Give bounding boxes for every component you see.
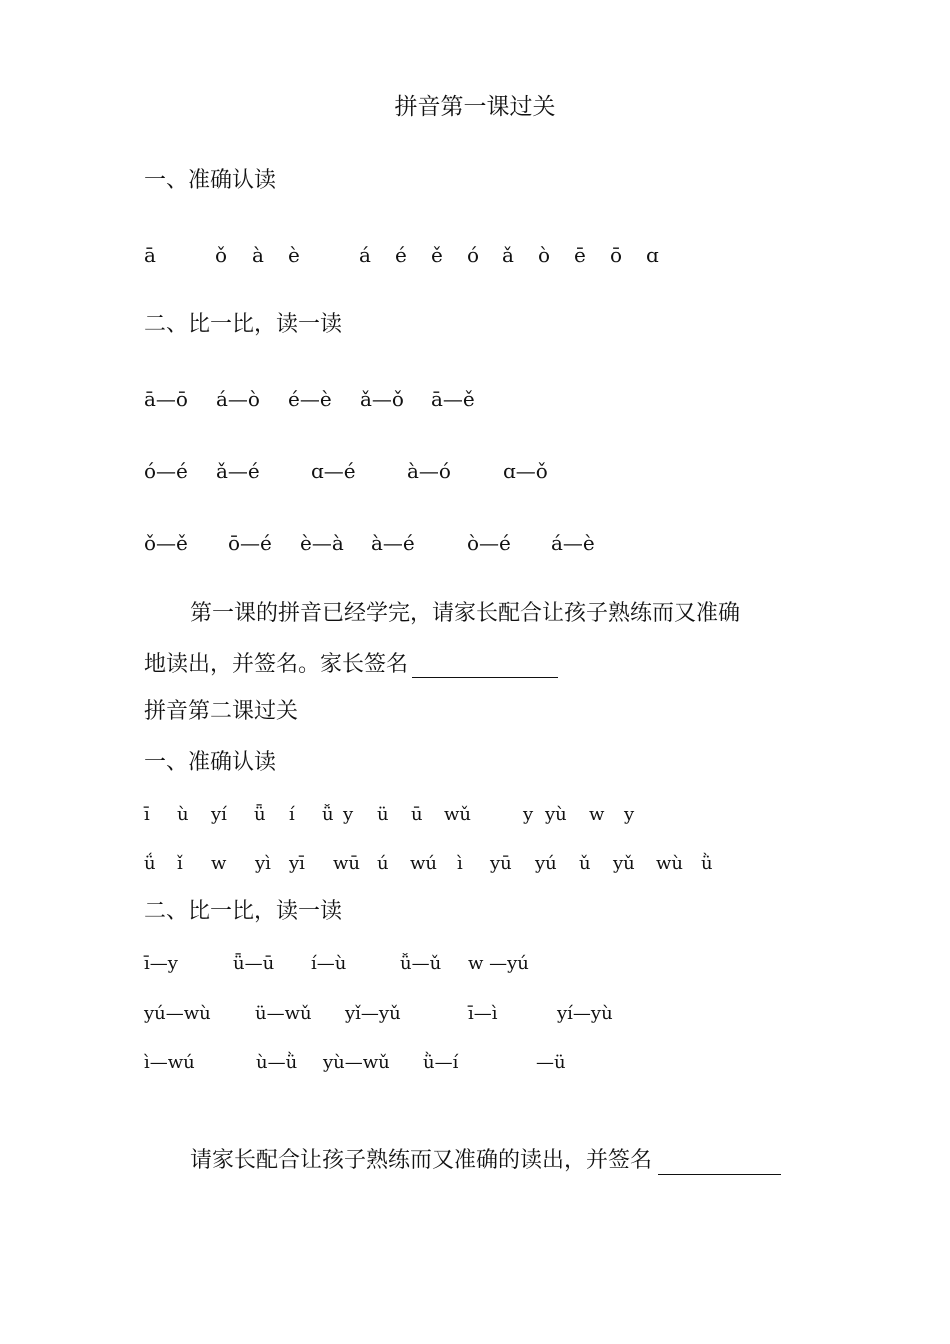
syllable: y [343, 804, 354, 825]
compare-pair: á—è [551, 531, 595, 555]
compare-pair: ǖ—ū [233, 953, 275, 974]
syllable: ú [377, 853, 389, 874]
syllable: yì [255, 853, 271, 874]
compare-pair: yú—wù [144, 1003, 211, 1024]
compare-pair: ò—é [467, 531, 511, 555]
syllable: á [359, 243, 371, 267]
lesson1-note-line1: 第一课的拼音已经学完，请家长配合让孩子熟练而又准确 [190, 601, 741, 626]
compare-pair: ü—wǔ [255, 1003, 312, 1024]
compare-pair: ǒ—ě [144, 531, 188, 555]
syllable: yū [490, 853, 512, 874]
syllable: yī [289, 853, 305, 874]
compare-pair: á—ò [216, 387, 260, 411]
syllable: è [288, 243, 300, 267]
compare-pair: ǎ—ǒ [360, 387, 404, 411]
compare-pair: ǜ—í [423, 1052, 459, 1073]
lesson1-section2-heading: 二、比一比，读一读 [144, 312, 343, 337]
syllable: ā [144, 243, 156, 267]
lesson2-section2-heading: 二、比一比，读一读 [144, 899, 343, 924]
lesson1-note-line2: 地读出，并签名。家长签名 [144, 652, 409, 677]
syllable: yǔ [613, 853, 635, 874]
syllable: ē [574, 243, 586, 267]
syllable: y [624, 804, 635, 825]
syllable: ǖ [254, 804, 266, 825]
compare-pair: à—ó [407, 459, 451, 483]
syllable: yú [535, 853, 557, 874]
syllable: ǚ [322, 804, 334, 825]
compare-pair: yǐ—yǔ [345, 1003, 401, 1024]
compare-pair: é—è [288, 387, 332, 411]
syllable: w [211, 853, 227, 874]
syllable: wú [410, 853, 437, 874]
lesson2-signature-line[interactable] [658, 1174, 781, 1175]
compare-pair: ǚ—ǔ [400, 953, 442, 974]
syllable: ò [538, 243, 551, 267]
syllable: ī [144, 804, 150, 825]
syllable: yù [545, 804, 567, 825]
lesson2-section1-heading: 一、准确认读 [144, 750, 277, 775]
lesson1-section1-heading: 一、准确认读 [144, 168, 277, 193]
syllable: ō [610, 243, 623, 267]
syllable: ǔ [579, 853, 591, 874]
compare-pair: ɑ—é [311, 459, 356, 483]
lesson2-note-line: 请家长配合让孩子熟练而又准确的读出，并签名 [190, 1148, 653, 1173]
syllable: w [589, 804, 605, 825]
syllable: y [523, 804, 534, 825]
syllable: ǒ [215, 243, 228, 267]
syllable: ě [431, 243, 443, 267]
compare-pair: w —yú [468, 953, 529, 974]
syllable: ɑ [646, 243, 659, 267]
syllable: ì [457, 853, 463, 874]
compare-pair: à—é [371, 531, 415, 555]
compare-pair: —ü [536, 1052, 566, 1073]
syllable: à [252, 243, 264, 267]
compare-pair: ɑ—ǒ [503, 459, 548, 483]
syllable: é [395, 243, 407, 267]
syllable: yí [211, 804, 227, 825]
syllable: ǘ [144, 853, 156, 874]
syllable: wū [333, 853, 360, 874]
compare-pair: ì—wú [144, 1052, 195, 1073]
syllable: ǎ [502, 243, 514, 267]
compare-pair: ī—y [144, 953, 178, 974]
compare-pair: í—ù [311, 953, 347, 974]
compare-pair: yù—wǔ [323, 1052, 390, 1073]
lesson1-title: 拼音第一课过关 [394, 94, 556, 120]
compare-pair: yí—yù [557, 1003, 613, 1024]
syllable: ü [377, 804, 389, 825]
syllable: ù [177, 804, 189, 825]
compare-pair: è—à [300, 531, 344, 555]
syllable: í [289, 804, 295, 825]
compare-pair: ǎ—é [216, 459, 260, 483]
compare-pair: ó—é [144, 459, 188, 483]
compare-pair: ī—ì [468, 1003, 498, 1024]
compare-pair: ō—é [228, 531, 272, 555]
lesson2-title: 拼音第二课过关 [144, 699, 299, 724]
syllable: ǜ [701, 853, 713, 874]
compare-pair: ā—ě [431, 387, 475, 411]
syllable: wù [656, 853, 683, 874]
lesson1-signature-line[interactable] [412, 677, 558, 678]
compare-pair: ù—ǜ [256, 1052, 298, 1073]
syllable: ó [467, 243, 480, 267]
syllable: wǔ [444, 804, 471, 825]
syllable: ǐ [177, 853, 183, 874]
compare-pair: ā—ō [144, 387, 188, 411]
syllable: ū [411, 804, 423, 825]
